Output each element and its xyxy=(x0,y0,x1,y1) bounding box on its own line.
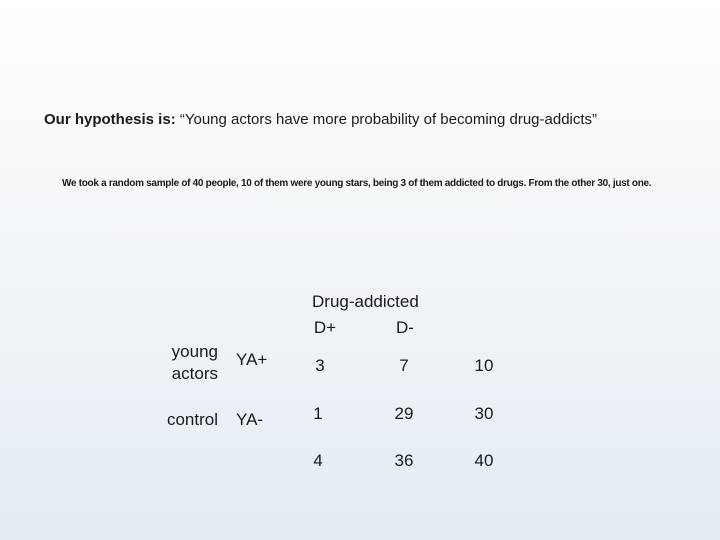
column-header-d-minus: D- xyxy=(396,318,414,337)
row-group-label-line1: young xyxy=(171,342,218,361)
column-header-d-plus: D+ xyxy=(313,318,337,337)
cell-ya-plus-d-minus: 7 xyxy=(399,356,409,375)
row-label-ya-minus: YA- xyxy=(236,410,264,429)
hypothesis-quote: “Young actors have more probability of becoming drug-addicts” xyxy=(175,111,598,128)
hypothesis-statement xyxy=(44,111,597,128)
row-label-ya-plus: YA+ xyxy=(236,350,268,369)
hypothesis-lead: Our hypothesis is: xyxy=(44,111,176,128)
row-total-ya-minus: 30 xyxy=(474,404,494,423)
column-group-label: Drug-addicted xyxy=(312,292,419,311)
cell-ya-minus-d-plus: 1 xyxy=(313,404,323,423)
column-total-d-plus: 4 xyxy=(313,451,323,470)
cell-ya-minus-d-minus: 29 xyxy=(394,404,414,423)
row-total-ya-plus: 10 xyxy=(474,356,494,375)
grand-total: 40 xyxy=(474,451,494,470)
column-total-d-minus: 36 xyxy=(394,451,414,470)
sample-description: We took a random sample of 40 people, 10 of them were young stars, being 3 of them addicted to drugs. From the other 30, just one. xyxy=(62,178,652,189)
row-group-label-line2: actors xyxy=(171,364,218,383)
cell-ya-plus-d-plus: 3 xyxy=(315,356,325,375)
row-group-label-control: control xyxy=(166,410,218,429)
